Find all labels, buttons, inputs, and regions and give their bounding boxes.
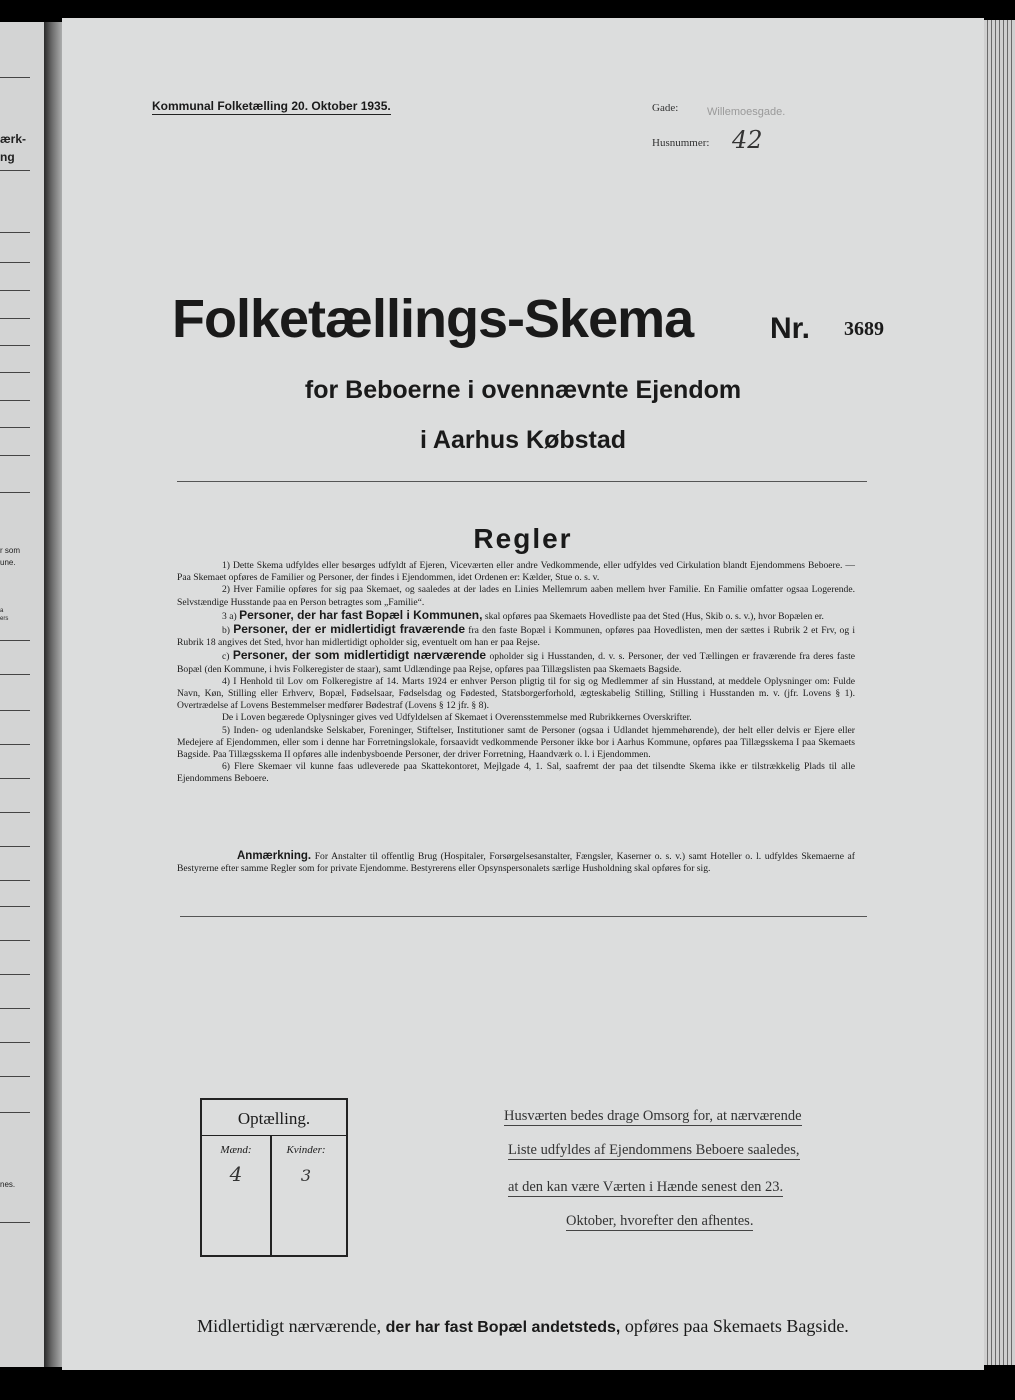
rule-4: 4) I Henhold til Lov om Folkeregistre af 14. Marts 1924 er enhver Person pligtig til for sig og Medlemmer af sin Husstand, at meddele Oplysninger om: Fulde Navn, Køn, Stilling eller Erhverv, Bopæl, Fødselsaar, Fødselsdag og Fødested, Statsborgerforhold, ægteskabelig Stilling, Stilling i Husstanden m. v. (jfr. Lovens § 1). Overtrædelse af Lovens Bestemmelser medfører Bødestraf (Lovens § 12 jfr. § 8). <box>177 675 855 712</box>
street-label: Gade: <box>652 102 679 114</box>
women-label: Kvinder: <box>286 1144 326 1156</box>
ruled-line <box>0 1008 30 1009</box>
left-page-fragment: ng <box>0 150 15 164</box>
ruled-line <box>0 232 30 233</box>
ruled-line <box>0 318 30 319</box>
left-page-fragment: ers <box>0 616 9 622</box>
rule-3c: c) Personer, der som midlertidigt nærværende opholder sig i Husstanden, d. v. s. Personer, der ved Tællingen er fraværende fra deres faste Bopæl (den Kommune, i hvis Folkeregister de staar), samt Udlændinge paa Rejse, opføres paa Tillægslisten paa Skemaets Bagside. <box>177 648 856 675</box>
ruled-line <box>0 372 30 373</box>
page-edges <box>984 20 1015 1365</box>
ruled-line <box>0 262 30 263</box>
rule-3b: b) Personer, der er midlertidigt fraværende fra den faste Bopæl i Kommunen, opføres paa Hovedlisten, men der sættes i Rubrik 2 et Frv, og i Rubrik 18 angives det Sted, hvor han midlertidigt opholder sig, eventuelt om han er paa Rejse. <box>177 622 855 649</box>
ruled-line <box>0 290 30 291</box>
ruled-line <box>0 744 30 745</box>
form-title: Folketællings-Skema <box>172 289 694 349</box>
ruled-line <box>0 345 30 346</box>
landlord-note-line-1: Husværten bedes drage Omsorg for, at nærværende <box>504 1108 802 1124</box>
census-title-line: Kommunal Folketælling 20. Oktober 1935. <box>152 99 391 113</box>
left-page-fragment: a <box>0 608 4 614</box>
rule-3a: 3 a) Personer, der har fast Bopæl i Kommunen, skal opføres paa Skemaets Hovedliste paa det Sted (Hus, Skib o. s. v.), hvor Bopælen er. <box>222 607 824 622</box>
ruled-line <box>0 455 30 456</box>
men-label: Mænd: <box>220 1144 252 1156</box>
remark-lead: Anmærkning. <box>237 850 312 862</box>
ruled-line <box>0 906 30 907</box>
left-page-fragment: r som <box>0 546 20 555</box>
rules-heading: Regler <box>473 523 573 554</box>
ruled-line <box>0 674 30 675</box>
form-number-value: 3689 <box>844 318 884 340</box>
left-page-fragment: ærk- <box>0 132 27 146</box>
ruled-line <box>0 77 30 78</box>
census-form-page <box>62 18 984 1370</box>
rule-1: 1) Dette Skema udfyldes eller besørges udfyldt af Ejeren, Viceværten eller andre Vedkommende, eller udfyldes ved Cirkulation blandt Ejendommens Beboere. — Paa Skemaet opføres de Familier og Personer, der findes i Ejendommen, idet Ordenen er: Kælder, Stue o. s. v. <box>177 560 855 584</box>
ruled-line <box>0 492 30 493</box>
footer-note <box>62 1316 984 1337</box>
ruled-line <box>0 812 30 813</box>
footer-post: opføres paa Skemaets Bagside. <box>624 1316 849 1336</box>
street-value: Willemoesgade. <box>707 106 786 118</box>
form-number-label: Nr. <box>770 312 811 345</box>
ruled-line <box>0 640 30 641</box>
rule-2: 2) Hver Familie opføres for sig paa Skemaet, og saaledes at der lades en Linies Mellemrum aaben mellem hver Familie. En Familie omfatter ogsaa Logerende. Selvstændige Husstande paa en Person betragtes som „Familie“. <box>177 584 855 608</box>
house-number-value: 42 <box>732 126 763 154</box>
ruled-line <box>0 1222 30 1223</box>
count-box-title: Optælling. <box>202 1100 346 1136</box>
ruled-line <box>0 778 30 779</box>
count-box <box>200 1098 348 1257</box>
remark-body: For Anstalter til offentlig Brug (Hospitaler, Forsørgelsesanstalter, Fængsler, Kaserner o. s. v.) samt Hoteller o. l. udfyldes Skemaerne af Bestyrerne efter samme Regler som for private Ejendomme. Bestyrerens eller Opsynspersonalets særlige Husholdning skal opføres for sig. <box>177 851 855 875</box>
left-page-fragment: nes. <box>0 1180 16 1189</box>
left-facing-page <box>0 22 44 1367</box>
ruled-line <box>0 974 30 975</box>
ruled-line <box>0 940 30 941</box>
footer-bold: der har fast Bopæl andetsteds, <box>385 1319 621 1336</box>
footer-pre: Midlertidigt nærværende, <box>197 1316 382 1336</box>
ruled-line <box>0 1112 30 1113</box>
rule-4b: De i Loven begærede Oplysninger gives ved Udfyldelsen af Skemaet i Overensstemmelse med Rubrikkernes Overskrifter. <box>222 712 692 724</box>
ruled-line <box>0 1042 30 1043</box>
landlord-note-line-2: Liste udfyldes af Ejendommens Beboere saaledes, <box>508 1142 800 1158</box>
ruled-line <box>0 400 30 401</box>
form-subtitle-city: i Aarhus Købstad <box>419 426 627 454</box>
remark-text <box>177 850 855 875</box>
ruled-line <box>0 1076 30 1077</box>
landlord-note-line-3: at den kan være Værten i Hænde senest den 23. <box>508 1179 784 1195</box>
ruled-line <box>0 170 30 171</box>
ruled-line <box>0 710 30 711</box>
rule-6: 6) Flere Skemaer vil kunne faas udleverede paa Skattekontoret, Mejlgade 4, 1. Sal, saafremt der paa det tilsendte Skema ikke er tilstrækkelig Plads til alle Ejendommens Beboere. <box>177 761 855 785</box>
divider-line <box>180 916 867 917</box>
left-page-fragment: une. <box>0 558 16 567</box>
ruled-line <box>0 846 30 847</box>
ruled-line <box>0 880 30 881</box>
men-count: 4 <box>229 1162 243 1186</box>
rule-5: 5) Inden- og udenlandske Selskaber, Foreninger, Stiftelser, Institutioner samt de Personer (ogsaa i Udlandet hjemmehørende), der helt eller delvis er Ejere eller Medejere af Ejendommen, eller som i denne har Forretningslokale, forsaavidt vedkommende Personer ikke bor i Aarhus Kommune, opføres paa Tillægsskema I paa Skemaets Bagside. Paa Tillægsskema II opføres alle indenbysboende Personer, der driver Forretning, Haandværk o. l. i Ejendommen. <box>177 724 855 761</box>
form-subtitle: for Beboerne i ovennævnte Ejendom <box>304 376 742 404</box>
women-count: 3 <box>300 1166 312 1185</box>
landlord-note-line-4: Oktober, hvorefter den afhentes. <box>566 1213 754 1229</box>
ruled-line <box>0 427 30 428</box>
divider-line <box>177 481 867 482</box>
house-number-label: Husnummer: <box>652 137 710 149</box>
rules-text <box>177 560 855 786</box>
book-gutter <box>44 22 64 1367</box>
